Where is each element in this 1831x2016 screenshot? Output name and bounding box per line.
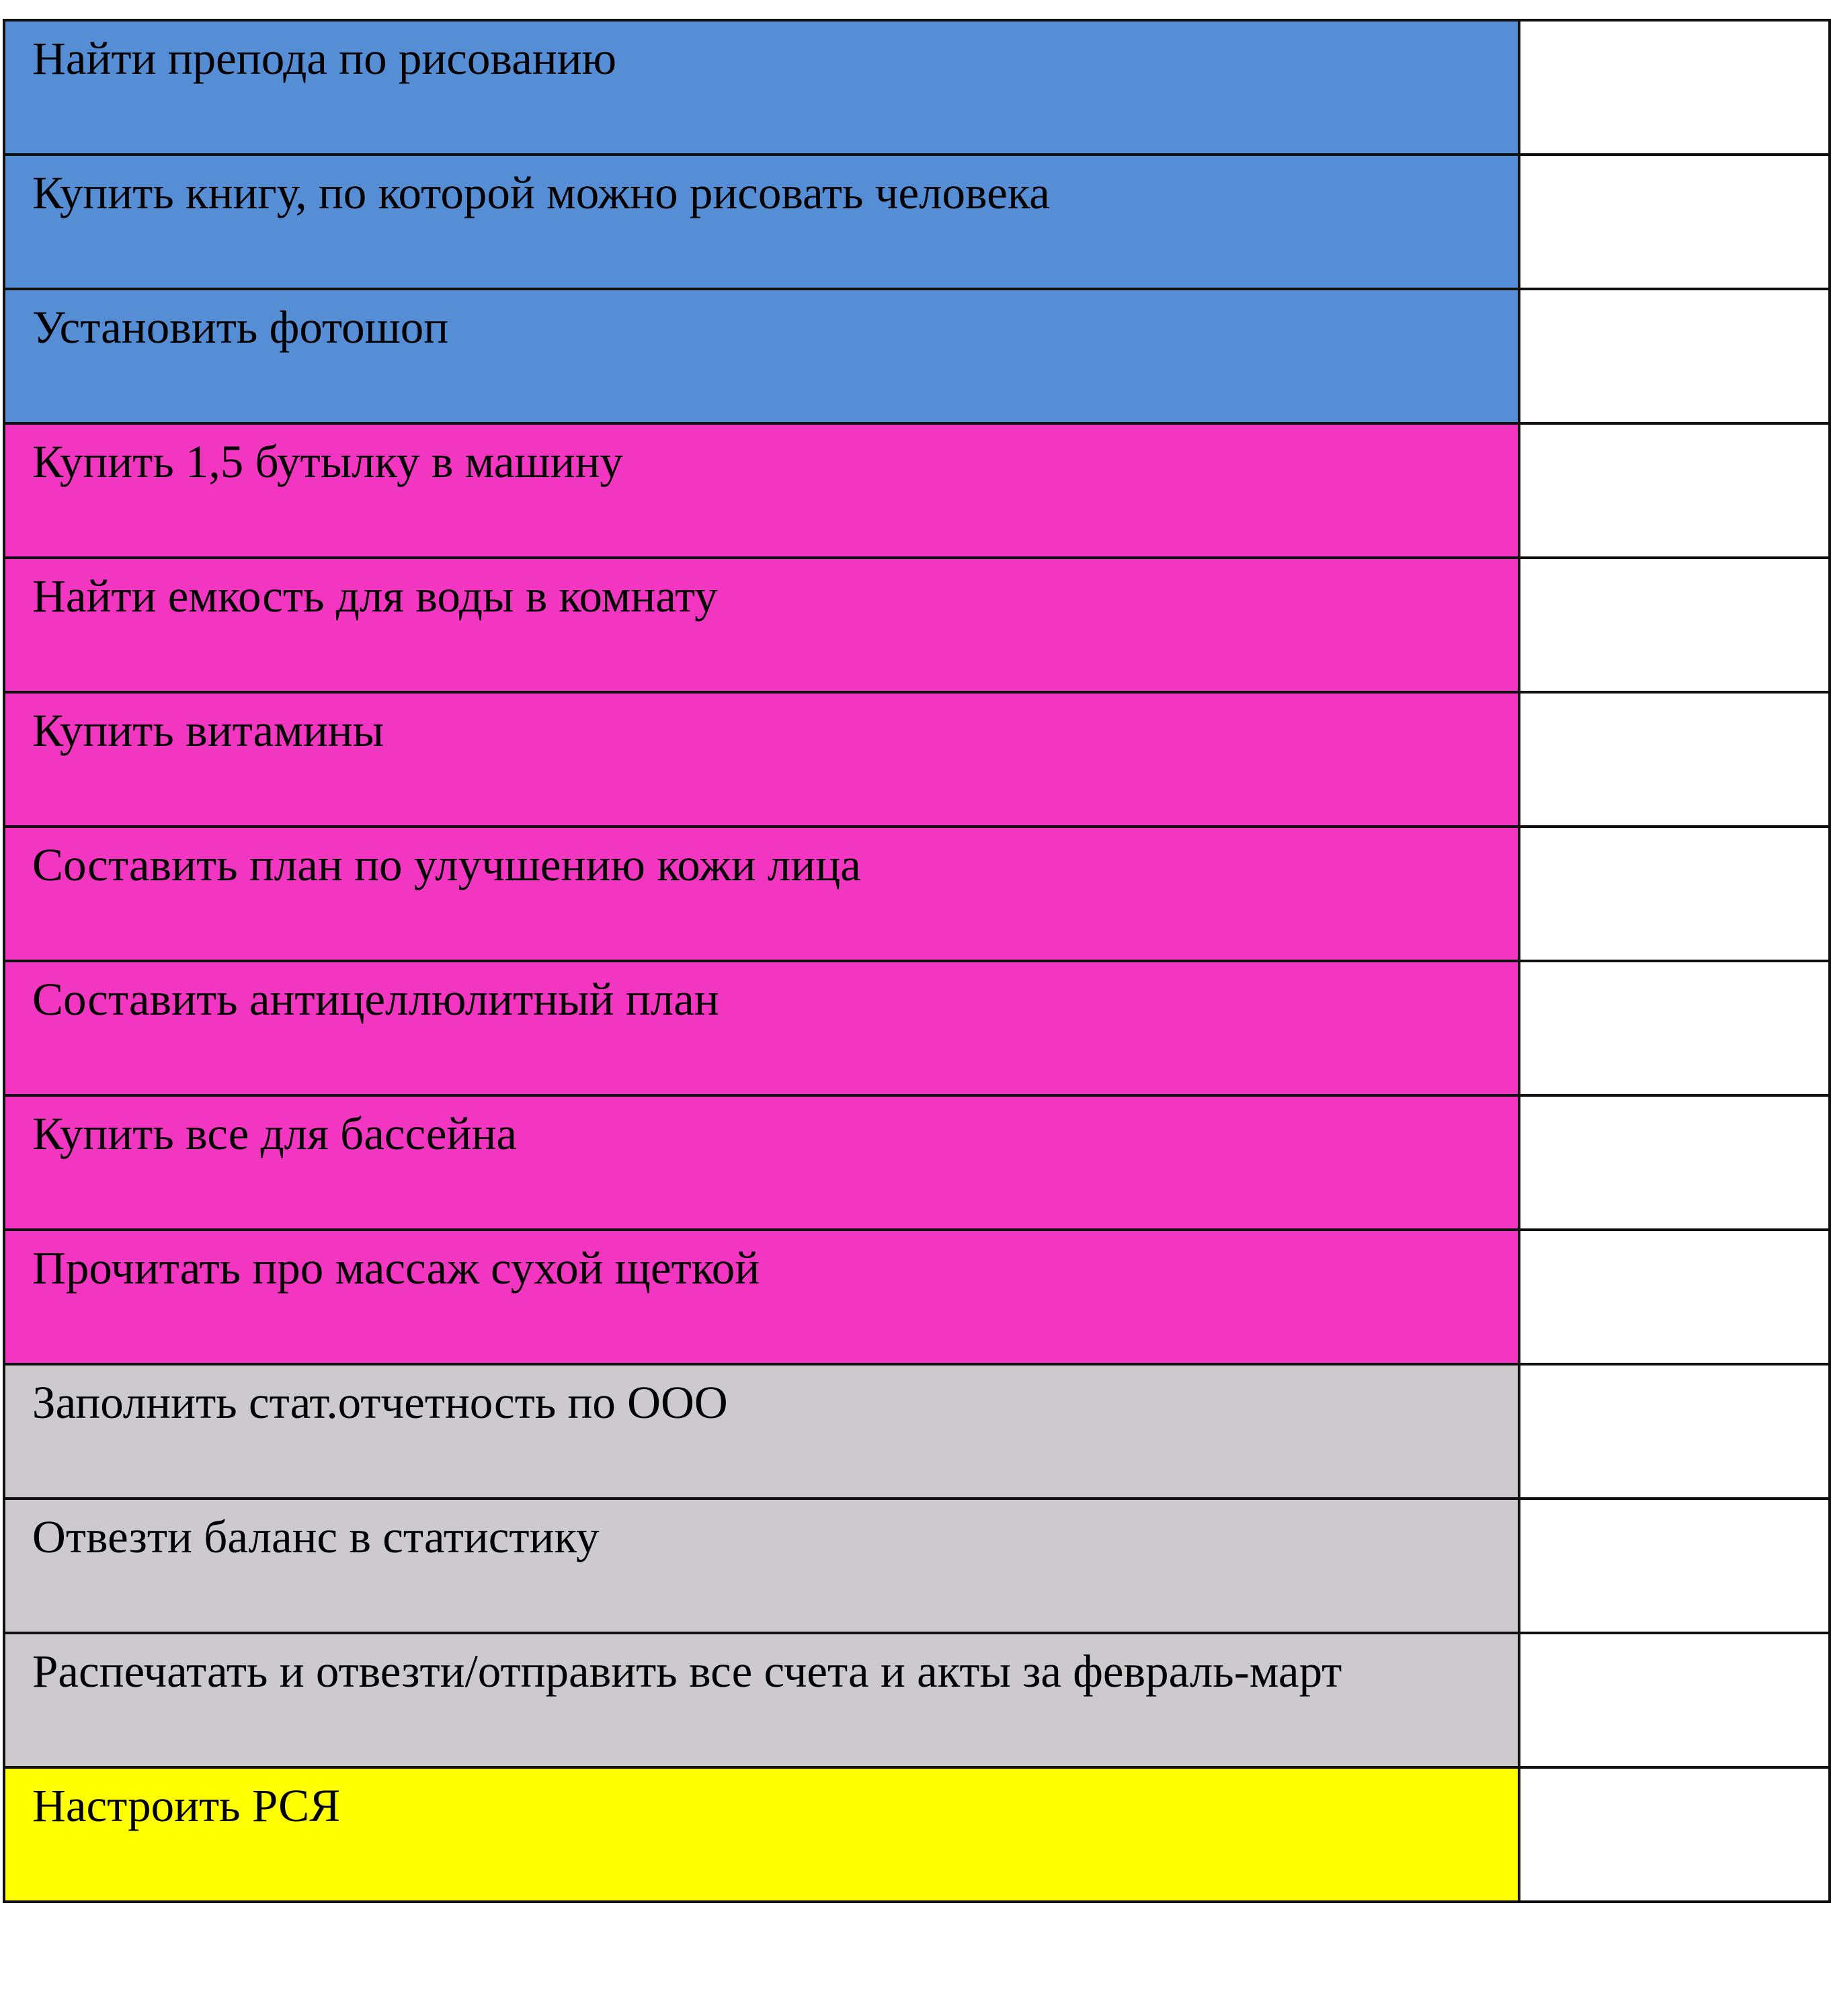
- status-cell[interactable]: [1519, 1230, 1830, 1364]
- task-cell: [4, 827, 1519, 961]
- table-row: [4, 692, 1830, 827]
- status-cell[interactable]: [1519, 289, 1830, 423]
- status-cell[interactable]: [1519, 1767, 1830, 1902]
- task-cell: [4, 20, 1519, 155]
- status-cell[interactable]: [1519, 692, 1830, 827]
- status-cell[interactable]: [1519, 1633, 1830, 1767]
- table-row: [4, 423, 1830, 558]
- table-row: [4, 558, 1830, 692]
- task-text: Установить фотошоп: [32, 302, 449, 353]
- task-text: Составить антицеллюлитный план: [32, 974, 719, 1025]
- table-row: [4, 1767, 1830, 1902]
- task-cell: [4, 1364, 1519, 1499]
- status-cell[interactable]: [1519, 827, 1830, 961]
- task-text: Купить книгу, по которой можно рисовать человека: [32, 167, 1050, 218]
- status-cell[interactable]: [1519, 155, 1830, 289]
- task-table-body: [4, 20, 1830, 1902]
- table-row: [4, 155, 1830, 289]
- table-row: [4, 961, 1830, 1095]
- status-cell[interactable]: [1519, 1095, 1830, 1230]
- task-table: [3, 19, 1831, 1903]
- status-cell[interactable]: [1519, 20, 1830, 155]
- task-text: Распечатать и отвезти/отправить все счета и акты за февраль-март: [32, 1646, 1342, 1697]
- table-row: [4, 1364, 1830, 1499]
- task-text: Составить план по улучшению кожи лица: [32, 839, 861, 890]
- task-cell: [4, 1767, 1519, 1902]
- task-cell: [4, 961, 1519, 1095]
- task-cell: [4, 558, 1519, 692]
- status-cell[interactable]: [1519, 423, 1830, 558]
- table-row: [4, 827, 1830, 961]
- task-cell: [4, 1499, 1519, 1633]
- task-text: Отвезти баланс в статистику: [32, 1511, 600, 1562]
- task-cell: [4, 155, 1519, 289]
- task-cell: [4, 692, 1519, 827]
- task-text: Купить 1,5 бутылку в машину: [32, 436, 623, 487]
- task-cell: [4, 423, 1519, 558]
- table-row: [4, 1633, 1830, 1767]
- task-text: Прочитать про массаж сухой щеткой: [32, 1243, 760, 1294]
- task-text: Найти препода по рисованию: [32, 33, 617, 84]
- status-cell[interactable]: [1519, 558, 1830, 692]
- table-row: [4, 1499, 1830, 1633]
- task-cell: [4, 1230, 1519, 1364]
- status-cell[interactable]: [1519, 961, 1830, 1095]
- task-cell: [4, 289, 1519, 423]
- status-cell[interactable]: [1519, 1499, 1830, 1633]
- table-row: [4, 1230, 1830, 1364]
- task-text: Купить витамины: [32, 705, 384, 756]
- task-cell: [4, 1095, 1519, 1230]
- task-text: Настроить РСЯ: [32, 1780, 341, 1831]
- table-row: [4, 289, 1830, 423]
- table-row: [4, 1095, 1830, 1230]
- table-row: [4, 20, 1830, 155]
- task-text: Купить все для бассейна: [32, 1108, 518, 1159]
- task-cell: [4, 1633, 1519, 1767]
- status-cell[interactable]: [1519, 1364, 1830, 1499]
- task-text: Заполнить стат.отчетность по ООО: [32, 1377, 728, 1428]
- task-text: Найти емкость для воды в комнату: [32, 571, 718, 622]
